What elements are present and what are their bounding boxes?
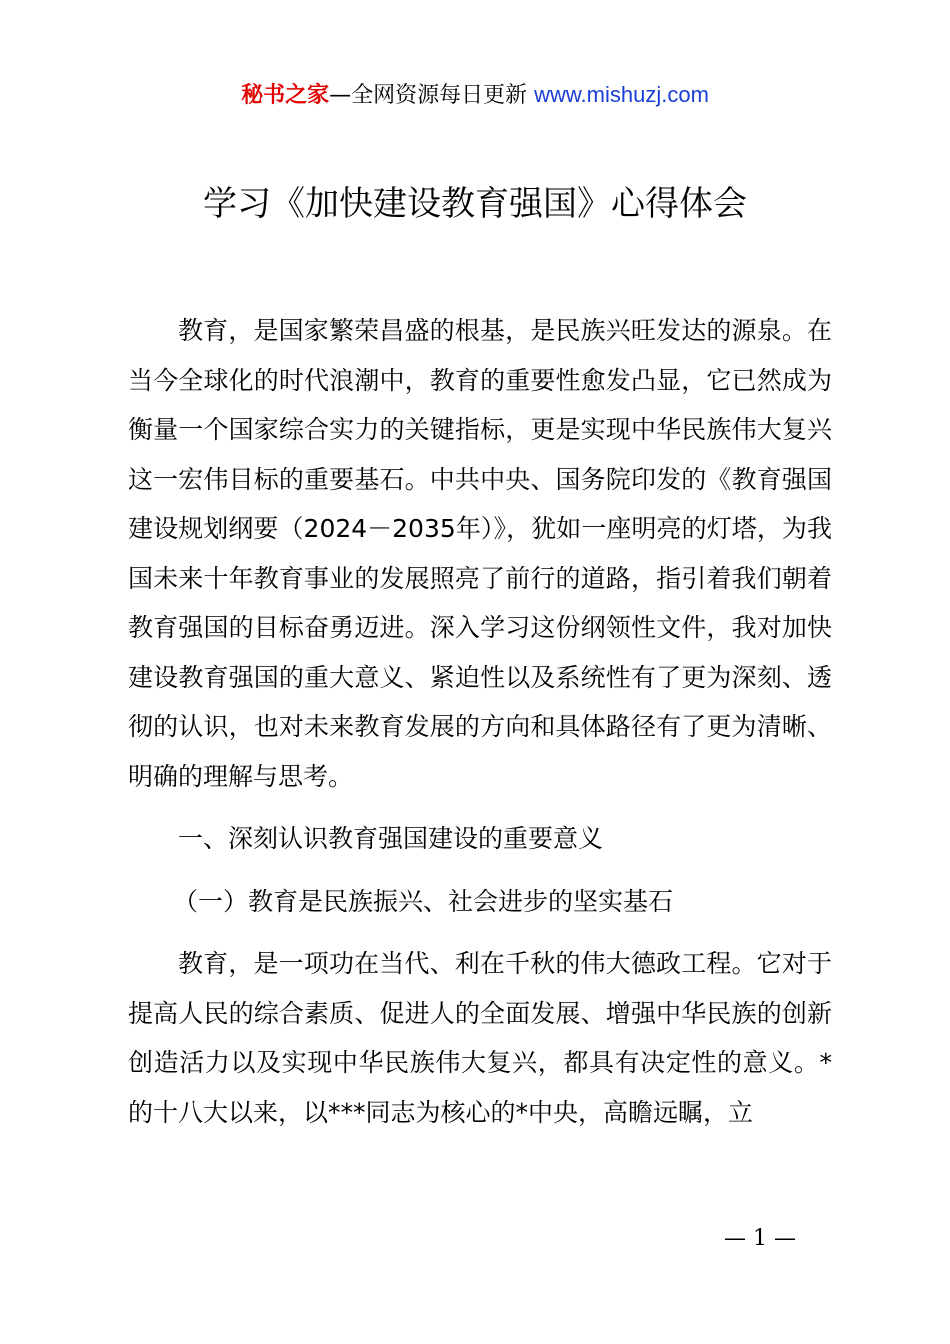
- subsection-paragraph-1: 教育，是一项功在当代、利在千秋的伟大德政工程。它对于提高人民的综合素质、促进人的全面发展、增强中华民族的创新创造活力以及实现中华民族伟大复兴，都具有决定性的意义。*的十八大以来，以***同志为核心的*中央，高瞻远瞩，立: [128, 949, 832, 1127]
- brand-name: 秘书之家: [241, 83, 330, 108]
- banner-tagline: —全网资源每日更新: [329, 83, 528, 108]
- site-banner: [0, 80, 950, 111]
- page-number: — 1 —: [724, 1226, 796, 1251]
- subsection-heading-1: （一）教育是民族振兴、社会进步的坚实基石: [173, 886, 674, 916]
- document-body: [128, 306, 832, 1137]
- site-url-link[interactable]: www.mishuzj.com: [534, 82, 709, 107]
- document-title: 学习《加快建设教育强国》心得体会: [203, 184, 747, 224]
- intro-paragraph: 教育，是国家繁荣昌盛的根基，是民族兴旺发达的源泉。在当今全球化的时代浪潮中，教育的重要性愈发凸显，它已然成为衡量一个国家综合实力的关键指标，更是实现中华民族伟大复兴这一宏伟目标的重要基石。中共中央、国务院印发的《教育强国建设规划纲要（2024－2035年）》，犹如一座明亮的灯塔，为我国未来十年教育事业的发展照亮了前行的道路，指引着我们朝着教育强国的目标奋勇迈进。深入学习这份纲领性文件，我对加快建设教育强国的重大意义、紧迫性以及系统性有了更为深刻、透彻的认识，也对未来教育发展的方向和具体路径有了更为清晰、明确的理解与思考。: [128, 316, 832, 791]
- section-heading-1: 一、深刻认识教育强国建设的重要意义: [178, 824, 604, 853]
